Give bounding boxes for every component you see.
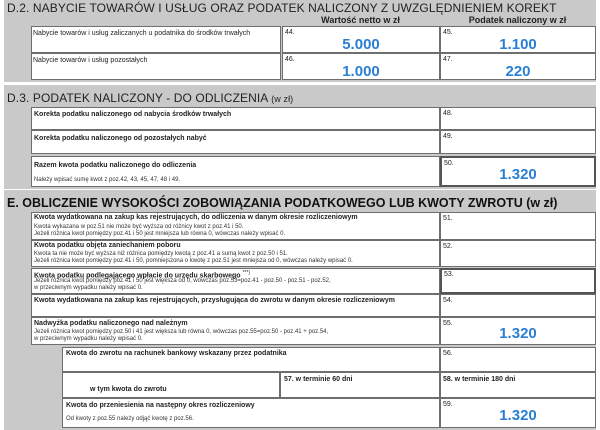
row-label-57-text: w tym kwota do zwrotu [90,386,167,393]
field-52[interactable] [440,240,596,267]
field-label-57 [62,372,280,398]
field-number-57-text: 57. w terminie 60 dni [284,376,353,383]
row-label-48 [34,111,231,119]
field-number-52: 52. [443,243,453,250]
column-header-net-value: Wartość netto w zł [321,15,400,25]
field-number-44: 44. [285,29,295,36]
row-label-other-purchases: Nabycie towarów i usług pozostałych [33,57,148,64]
row-label-53-text: Kwota podatku podlegającego wpłacie do urzędu skarbowego [34,272,241,280]
row-note-55a: Jeżeli różnica kwot pomiędzy poz.50 i 41 jest większa lub równa 0, wówczas poz.55=poz.50 - poz.41 + poz.54, [34,329,329,335]
field-value-55: 1.320 [499,325,537,342]
section-d3-title-text: D.3. PODATEK NALICZONY - DO ODLICZENIA [7,91,268,105]
field-number-50: 50. [444,160,454,167]
field-number-46: 46. [285,56,295,63]
row-label-51 [34,214,358,222]
row-label-50 [34,162,196,170]
field-number-45: 45. [443,29,453,36]
section-e-title-text: E. OBLICZENIE WYSOKOŚCI ZOBOWIĄZANIA PODATKOWEGO LUB KWOTY ZWROTU [7,196,523,210]
field-51[interactable] [440,212,596,240]
row-label-59 [66,402,255,410]
row-label-52-text: Kwota podatku objęta zaniechaniem poboru [34,242,181,249]
row-note-53b: w przeciwnym wypadku należy wpisać 0. [34,285,143,291]
row-label-51-text: Kwota wydatkowana na zakup kas rejestrujących, do odliczenia w danym okresie rozliczeniowym [34,214,358,221]
field-number-58 [443,376,515,384]
row-label-54-text: Kwota wydatkowana na zakup kas rejestrujących, przysługująca do zwrotu w danym okresie rozliczeniowym [34,297,395,304]
field-number-47: 47. [443,56,453,63]
row-label-56 [66,350,287,358]
section-d3-title [7,91,293,105]
field-56[interactable] [440,347,596,372]
row-note-52b: Jeżeli różnica kwot pomiędzy poz.41 i 50, pomniejszona o kwotę z poz.51 jest mniejsza od 0, wówczas należy wpisać 0. [34,258,353,264]
field-54[interactable] [440,294,596,317]
row-label-49-text: Korekta podatku naliczonego od pozostałych nabyć [34,135,207,142]
field-48[interactable] [440,107,596,130]
row-note-52a: Kwota ta nie może być wyższa niż różnica pomiędzy kwotą z poz.41 a sumą kwot z poz.50 i 51. [34,251,288,257]
field-53[interactable] [440,268,596,294]
row-label-55 [34,320,188,328]
field-number-48: 48. [443,110,453,117]
section-e-title [7,196,557,210]
row-label-49 [34,135,207,143]
row-label-53-footnote: ***) [242,270,250,276]
row-note-53a: Jeżeli różnica kwot pomiędzy poz.41 i 50 jest większa od 0, wówczas poz.53=poz.41 - poz.50 - poz.51 - poz.52, [34,278,331,284]
field-value-44: 5.000 [342,36,380,53]
field-number-51: 51. [443,215,453,222]
row-label-56-text: Kwota do zwrotu na rachunek bankowy wskazany przez podatnika [66,350,287,357]
column-header-input-tax: Podatek naliczony w zł [468,15,567,25]
field-number-57 [284,376,352,384]
row-label-57 [90,386,167,394]
section-e-unit: (w zł) [526,196,558,210]
field-number-59: 59. [443,401,453,408]
field-number-54: 54. [443,297,453,304]
field-49[interactable] [440,130,596,154]
field-number-56: 56. [443,350,453,357]
row-label-52 [34,242,181,250]
field-number-55: 55. [443,320,453,327]
field-value-50: 1.320 [499,166,537,183]
row-note-51a: Kwota wykazana w poz.51 nie może być wyższa od różnicy kwot z poz.41 i 50. [34,224,244,230]
row-label-59-text: Kwota do przeniesienia na następny okres rozliczeniowy [66,402,255,409]
row-label-55-text: Nadwyżka podatku naliczonego nad należnym [34,320,188,327]
row-label-50-text: Razem kwota podatku naliczonego do odliczenia [34,162,197,169]
field-value-45: 1.100 [499,36,537,53]
field-number-58-text: 58. w terminie 180 dni [443,376,516,383]
field-value-59: 1.320 [499,407,537,424]
row-label-fixed-assets: Nabycie towarów i usług zaliczanych u podatnika do środków trwałych [33,30,251,37]
field-number-53: 53. [444,271,454,278]
row-note-50: Należy wpisać sumę kwot z poz.42, 43, 45, 47, 48 i 49. [34,177,181,183]
row-note-51b: Jeżeli różnica kwot pomiędzy poz.41 i 50 jest mniejsza lub równa 0, wówczas należy wpisać 0. [34,231,286,237]
section-d2-title: D.2. NABYCIE TOWARÓW I USŁUG ORAZ PODATEK NALICZONY Z UWZGLĘDNIENIEM KOREKT [7,1,557,15]
field-value-47: 220 [505,63,531,80]
section-d3-unit: (w zł) [271,94,294,104]
row-note-55b: w przeciwnym wypadku należy wpisać 0. [34,336,143,342]
row-note-59: Od kwoty z poz.55 należy odjąć kwotę z poz.56. [66,416,194,422]
field-number-49: 49. [443,133,453,140]
field-value-46: 1.000 [342,63,380,80]
row-label-48-text: Korekta podatku naliczonego od nabycia środków trwałych [34,111,232,118]
row-label-54 [34,297,395,305]
